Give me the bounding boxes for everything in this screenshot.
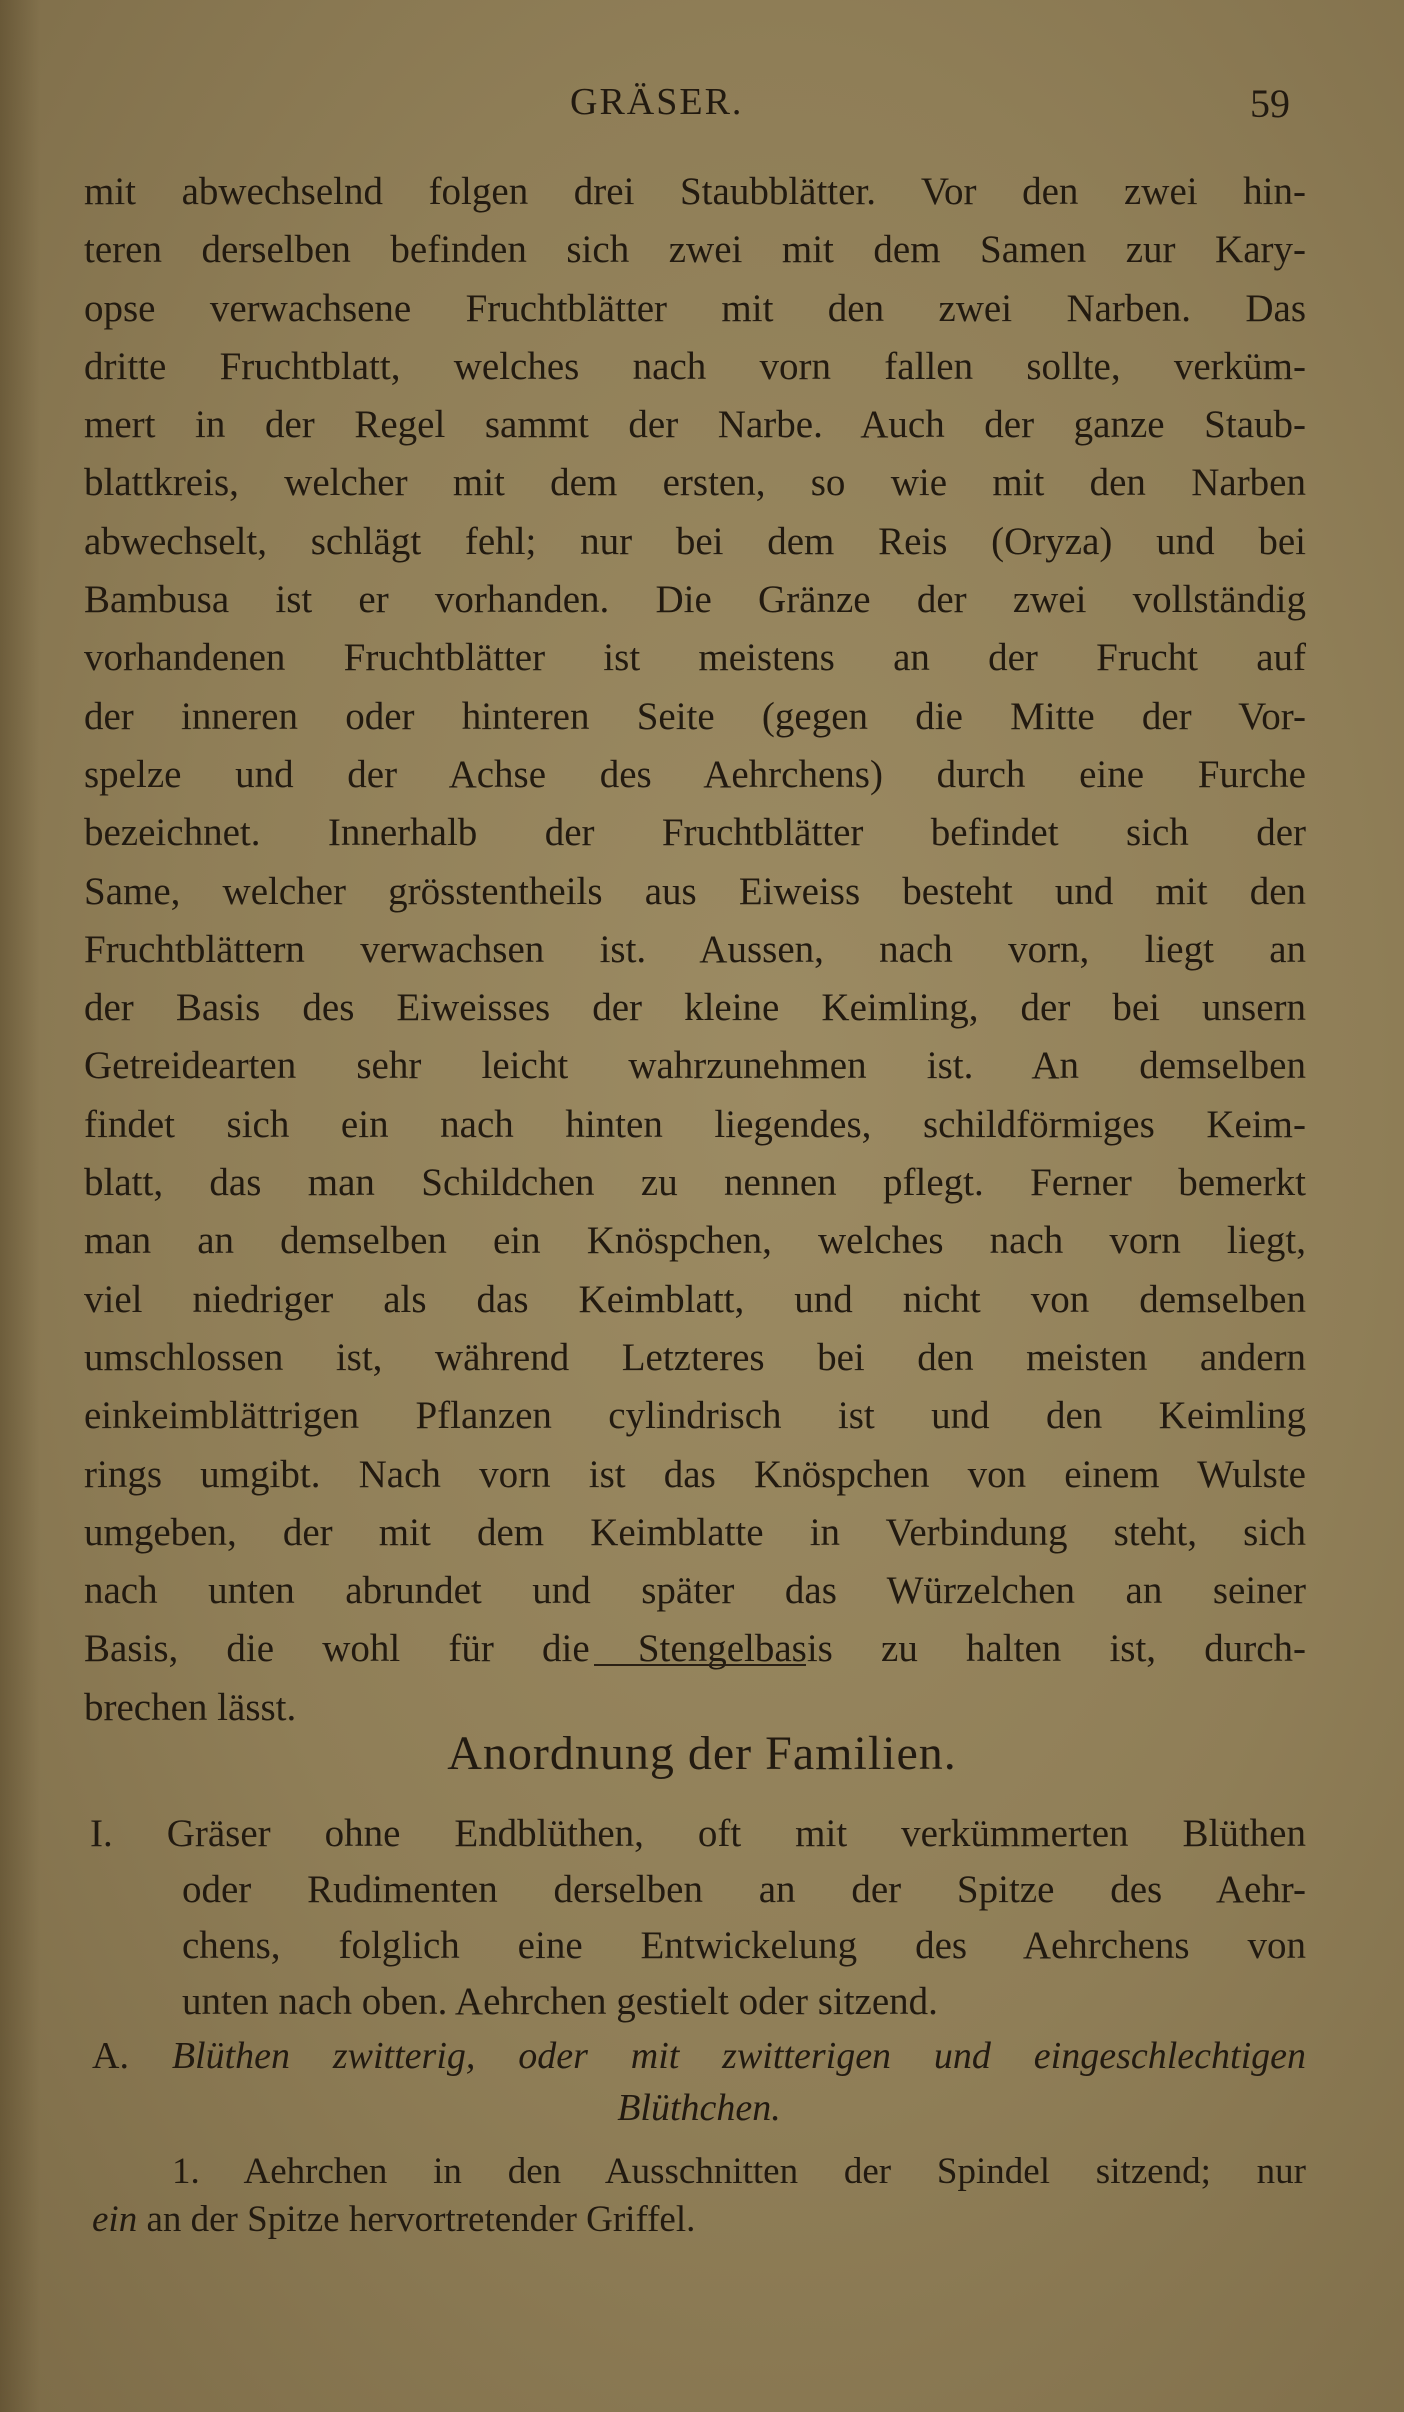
text-line: umschlossen ist, während Letzteres bei den meisten andern — [84, 1335, 1306, 1379]
text-line: spelze und der Achse des Aehrchens) durch eine Furche — [84, 752, 1306, 796]
item-label: A. — [92, 2035, 129, 2077]
text-line: Basis, die wohl für die Stengelbasis zu halten ist, durch- — [84, 1627, 1306, 1671]
text-line: Getreidearten sehr leicht wahrzunehmen ist. An demselben — [84, 1044, 1306, 1088]
text-line: Same, welcher grösstentheils aus Eiweiss besteht und mit den — [84, 869, 1306, 913]
section-divider — [594, 1664, 806, 1666]
text-line: teren derselben befinden sich zwei mit dem Samen zur Kary- — [84, 228, 1306, 272]
item-line: unten nach oben. Aehrchen gestielt oder sitzend. — [182, 1980, 938, 2023]
item-line: chens, folglich eine Entwickelung des Aehrchens von — [182, 1924, 1306, 1967]
item-line — [92, 2196, 1306, 2244]
item-line: oder Rudimenten derselben an der Spitze des Aehr- — [182, 1868, 1306, 1911]
item-italic-text: Blüthen zwitterig, oder mit zwitterigen und eingeschlechtigen — [171, 2035, 1306, 2077]
text-line: einkeimblättrigen Pflanzen cylindrisch ist und den Keimling — [84, 1394, 1306, 1438]
text-line: opse verwachsene Fruchtblätter mit den zwei Narben. Das — [84, 286, 1306, 330]
text-line: der Basis des Eiweisses der kleine Keimling, der bei unsern — [84, 986, 1306, 1030]
text-line: mit abwechselnd folgen drei Staubblätter. Vor den zwei hin- — [84, 170, 1306, 213]
text-line: der inneren oder hinteren Seite (gegen die Mitte der Vor- — [84, 694, 1306, 738]
page-edge-shadow — [0, 0, 40, 2412]
text-line: bezeichnet. Innerhalb der Fruchtblätter befindet sich der — [84, 811, 1306, 855]
section-heading: Anordnung der Familien. — [447, 1727, 957, 1780]
text-line: abwechselt, schlägt fehl; nur bei dem Reis (Oryza) und bei — [84, 519, 1306, 563]
running-head: GRÄSER. — [570, 81, 744, 123]
classification-item-I — [90, 1806, 1306, 2030]
classification-item-1 — [92, 2148, 1306, 2244]
page-header — [0, 80, 1404, 140]
text-line: Fruchtblättern verwachsen ist. Aussen, nach vorn, liegt an — [84, 927, 1306, 971]
item-text: an der Spitze hervortretender Griffel. — [137, 2199, 696, 2240]
item-line: 1. Aehrchen in den Ausschnitten der Spindel sitzend; nur — [172, 2151, 1306, 2192]
text-line: blattkreis, welcher mit dem ersten, so wie mit den Narben — [84, 461, 1306, 505]
text-line: dritte Fruchtblatt, welches nach vorn fallen sollte, verküm- — [84, 344, 1306, 388]
item-line: I. Gräser ohne Endblüthen, oft mit verkümmerten Blüthen — [90, 1812, 1306, 1855]
text-line: vorhandenen Fruchtblätter ist meistens an der Frucht auf — [84, 636, 1306, 680]
text-line: nach unten abrundet und später das Würzelchen an seiner — [84, 1569, 1306, 1613]
body-paragraph — [84, 163, 1306, 1737]
item-line — [92, 2030, 1306, 2082]
text-line: umgeben, der mit dem Keimblatte in Verbindung steht, sich — [84, 1510, 1306, 1554]
text-line: mert in der Regel sammt der Narbe. Auch der ganze Staub- — [84, 403, 1306, 447]
text-line: findet sich ein nach hinten liegendes, schildförmiges Keim- — [84, 1102, 1306, 1146]
page-number: 59 — [1250, 81, 1290, 126]
item-line: Blüthchen. — [617, 2087, 781, 2129]
classification-item-A — [92, 2030, 1306, 2134]
text-line: Bambusa ist er vorhanden. Die Gränze der zwei vollständig — [84, 578, 1306, 622]
text-line: viel niedriger als das Keimblatt, und nicht von demselben — [84, 1277, 1306, 1321]
text-line: blatt, das man Schildchen zu nennen pflegt. Ferner bemerkt — [84, 1161, 1306, 1205]
text-line: brechen lässt. — [84, 1685, 297, 1729]
text-line: man an demselben ein Knöspchen, welches nach vorn liegt, — [84, 1219, 1306, 1263]
text-line: rings umgibt. Nach vorn ist das Knöspchen von einem Wulste — [84, 1452, 1306, 1496]
emphasis-word: ein — [92, 2199, 138, 2240]
